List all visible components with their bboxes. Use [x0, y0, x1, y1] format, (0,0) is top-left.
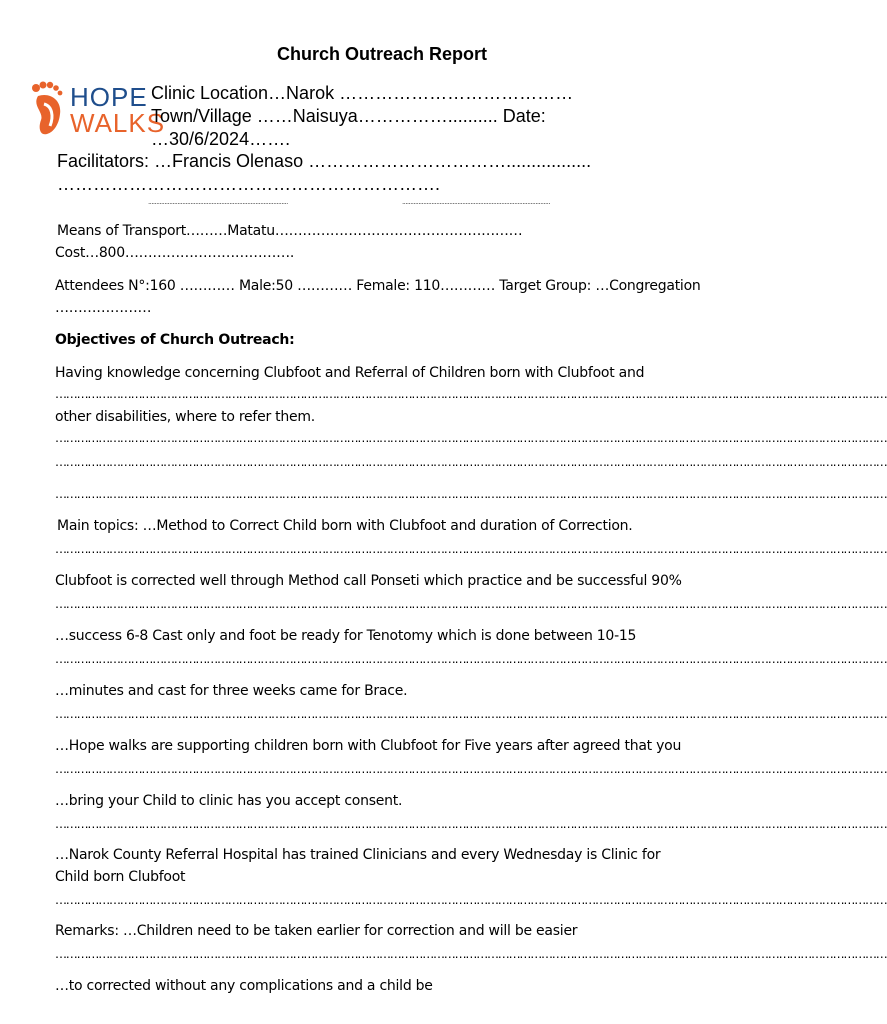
dotted-line: …………………………………………………………………………………………………………………………………………………………………………………………………………… [55, 817, 887, 831]
facilitators-line: Facilitators: …Francis Olenaso ……………………………................. [57, 151, 592, 171]
dotted-line: …………………………………………………………………………………………………………………………………………………………………………………………………………… [55, 707, 887, 721]
objectives-line-2: other disabilities, where to refer them. [55, 409, 315, 425]
dotted-line: …………………………………………………………………………………………………………………………………………………………………………………………………………… [55, 455, 887, 469]
logo-word-walks: WALKS [70, 108, 166, 138]
dotted-line: …………………………………………………………………………………………………………………………………………………………………………………………………………… [55, 597, 887, 611]
topic-paragraph-2: …success 6-8 Cast only and foot be ready for Tenotomy which is done between 10-15 [55, 628, 637, 644]
dotted-line: …………………………………………………………………………………………………………………………………………………………………………………………………………… [55, 431, 887, 445]
dotted-line: …………………………………………………………………………………………………………………………………………………………………………………………………………… [55, 487, 887, 501]
main-topics-line: Main topics: …Method to Correct Child born with Clubfoot and duration of Correction. [57, 518, 633, 534]
logo-word-hope: HOPE [70, 82, 148, 112]
dotted-line: …………………………………………………………………………………………………………………………………………………………………………………………………………… [55, 387, 887, 401]
footprints-icon [30, 80, 66, 140]
objectives-line-1: Having knowledge concerning Clubfoot and Referral of Children born with Clubfoot and [55, 365, 645, 381]
clinic-location-line: Clinic Location…Narok ………………………………… [151, 83, 574, 103]
dotted-line: …………………………………………………………………………………………………………………………………………………………………………………………………………… [55, 652, 887, 666]
dotted-rule-right: ........................................................................................... [402, 198, 550, 206]
facilitators-continuation: ………………………………………………………. [57, 174, 441, 194]
topic-paragraph-1: Clubfoot is corrected well through Method call Ponseti which practice and be successful 90% [55, 573, 682, 589]
remarks-line-2: …to corrected without any complications and a child be [55, 978, 433, 994]
topic-paragraph-3: …minutes and cast for three weeks came for Brace. [55, 683, 408, 699]
dotted-line: …………………………………………………………………………………………………………………………………………………………………………………………………………… [55, 947, 887, 961]
dotted-line: …………………………………………………………………………………………………………………………………………………………………………………………………………… [55, 893, 887, 907]
town-village-line: Town/Village ……Naisuya…………….......... Date: [151, 106, 546, 126]
attendees-line: Attendees N°:160 ………… Male:50 ………… Female: 110………… Target Group: …Congregation [55, 278, 701, 294]
topic-paragraph-6: …Narok County Referral Hospital has trained Clinicians and every Wednesday is Clinic for [55, 847, 661, 863]
topic-paragraph-4: …Hope walks are supporting children born with Clubfoot for Five years after agreed that you [55, 738, 682, 754]
hope-walks-logo [30, 80, 166, 140]
topic-paragraph-5: …bring your Child to clinic has you accept consent. [55, 793, 403, 809]
dotted-rule-left: ...................................................................................... [148, 198, 288, 206]
topic-paragraph-6-cont: Child born Clubfoot [55, 869, 186, 885]
means-of-transport: Means of Transport………Matatu……………………………………………… [57, 223, 523, 239]
remarks-line-1: Remarks: …Children need to be taken earlier for correction and will be easier [55, 923, 578, 939]
date-line: …30/6/2024……. [151, 129, 291, 149]
objectives-heading: Objectives of Church Outreach: [55, 332, 295, 348]
dotted-line: …………………………………………………………………………………………………………………………………………………………………………………………………………… [55, 762, 887, 776]
transport-cost: Cost…800………………………………. [55, 245, 295, 261]
attendees-continuation: ………………… [55, 300, 152, 316]
page-title: Church Outreach Report [277, 44, 488, 64]
dotted-line: …………………………………………………………………………………………………………………………………………………………………………………………………………… [55, 542, 887, 556]
